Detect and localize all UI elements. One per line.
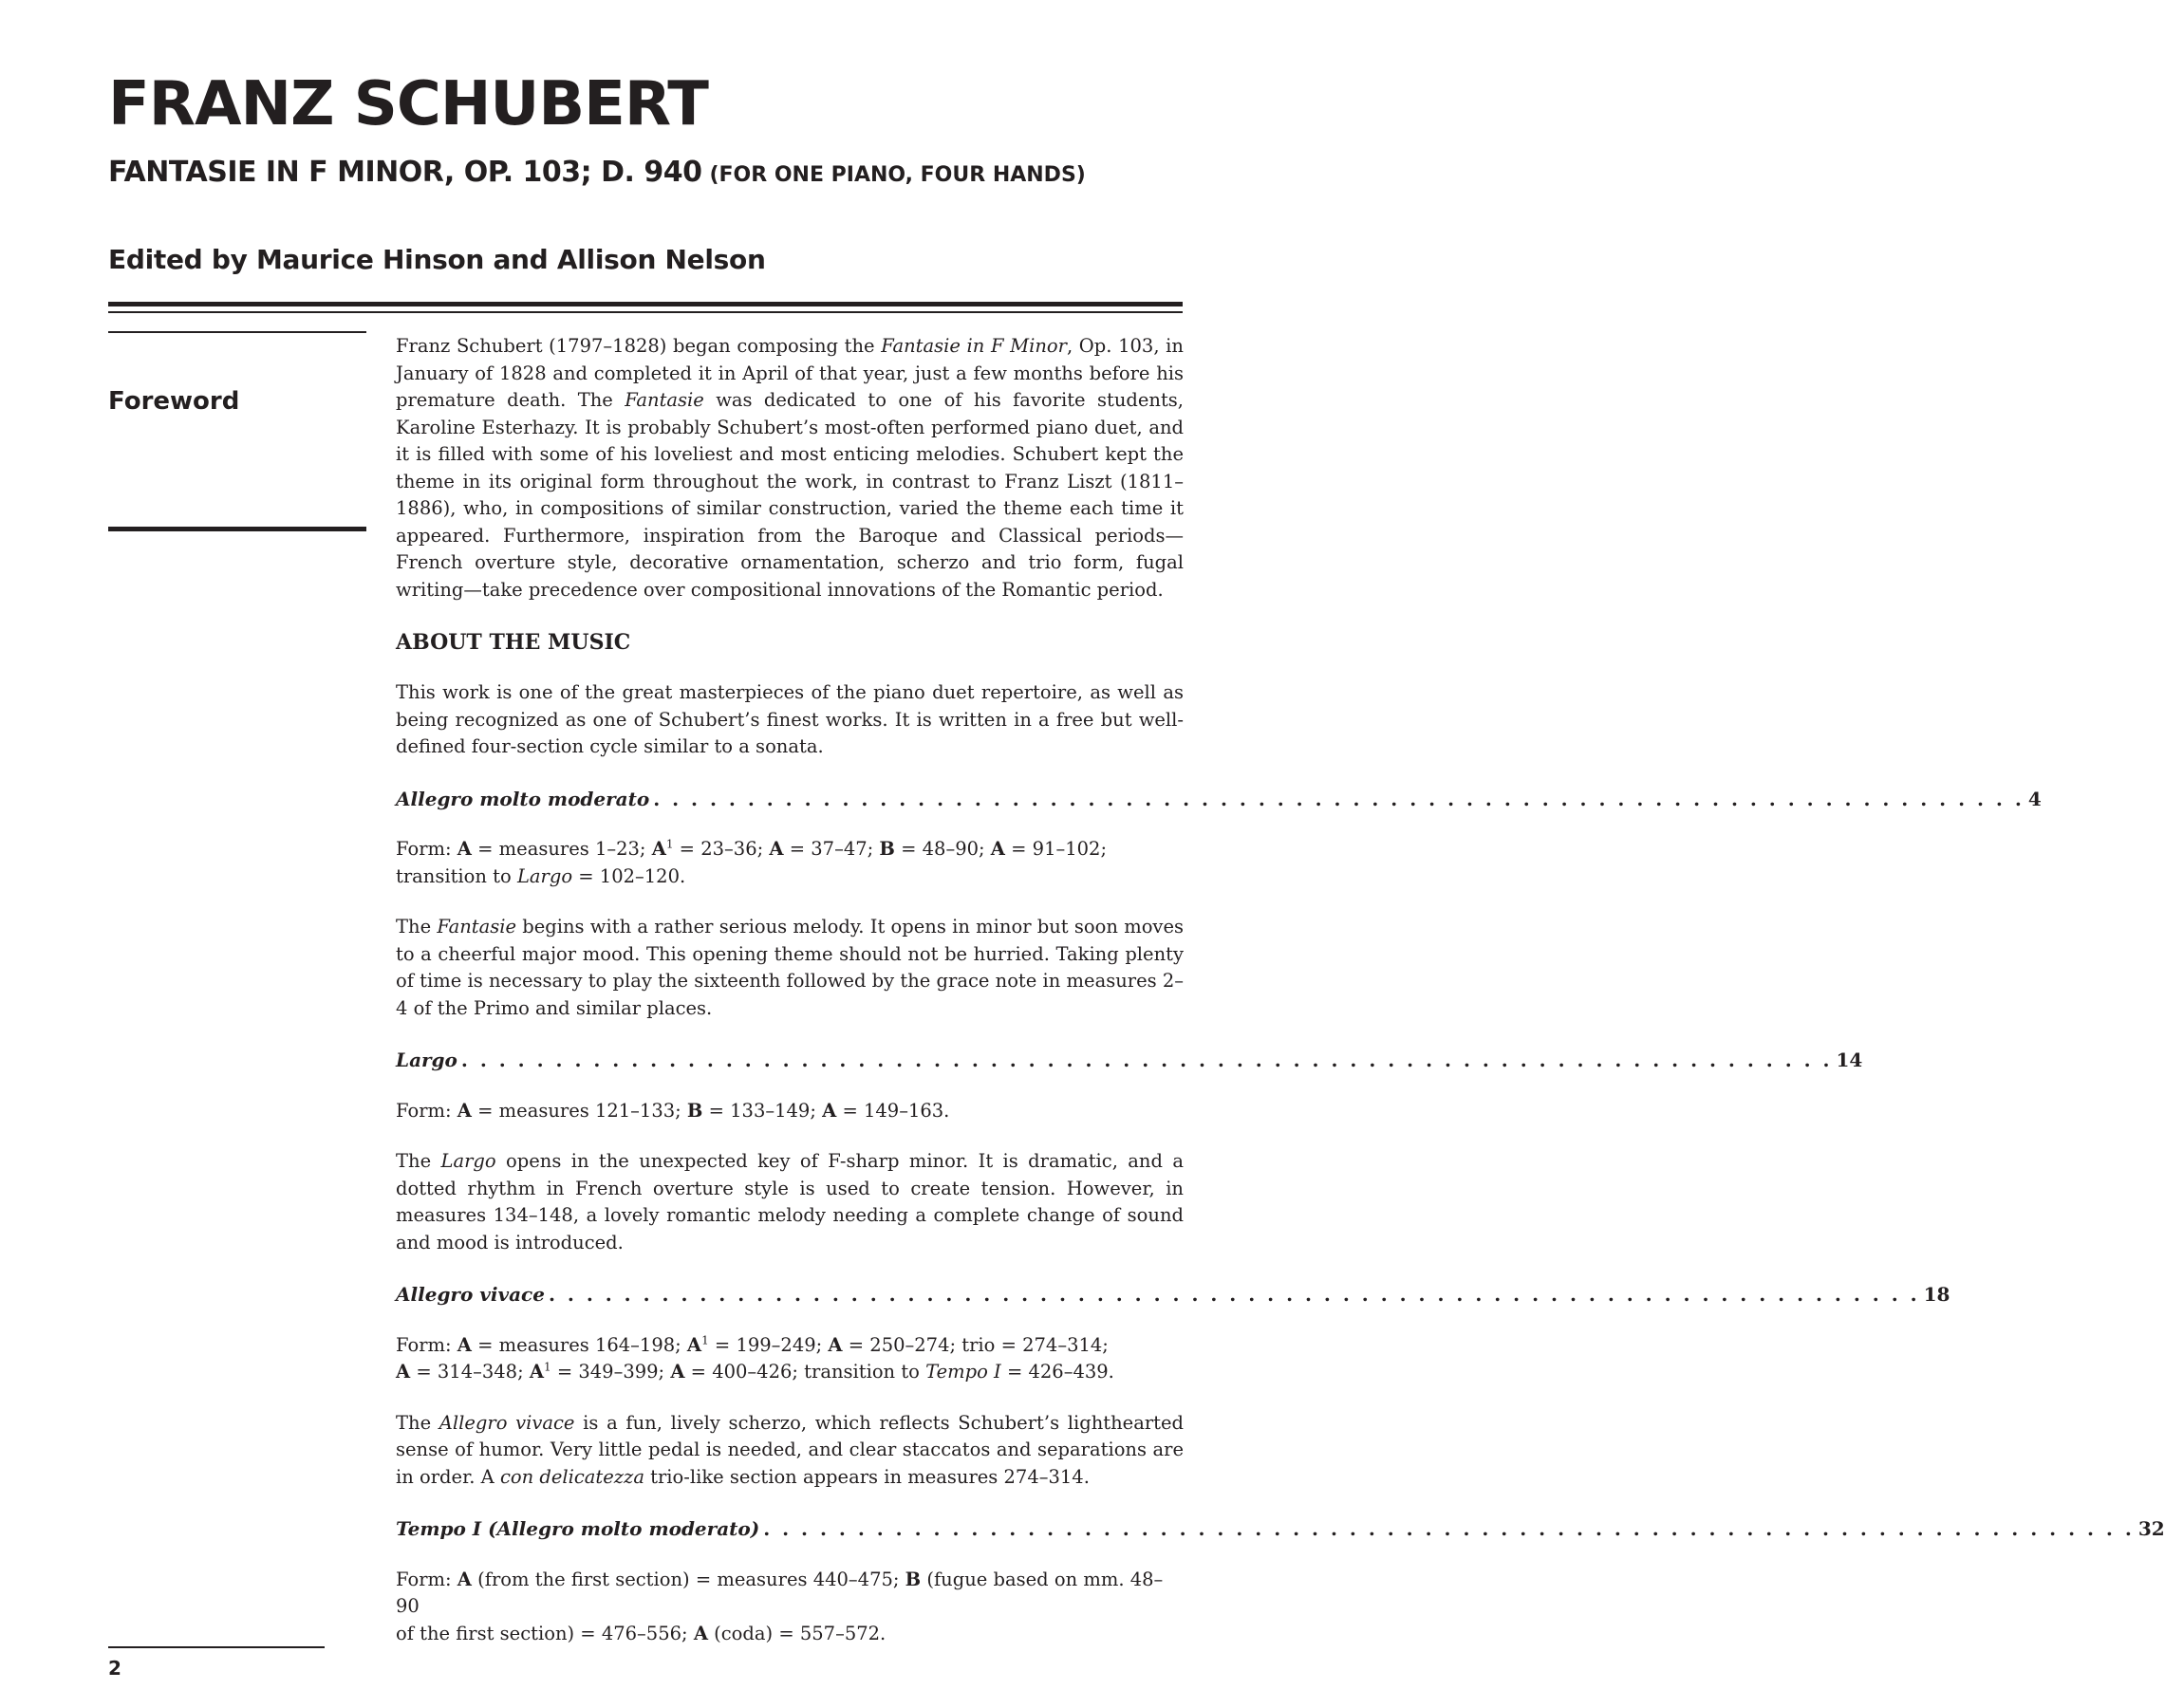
section-title: Largo [396, 1049, 457, 1071]
footer-rule [108, 1646, 325, 1648]
section-page: 32 [2137, 1517, 2165, 1540]
intro-text-1: Franz Schubert (1797–1828) began composing the [396, 335, 882, 357]
composer-name: FRANZ SCHUBERT [108, 69, 708, 139]
section-description: The Allegro vivace is a fun, lively scherzo, which reflects Schubert’s lighthearted sense of humor. Very little pedal is needed, and clear staccatos and separations are in order. A con delicatezza trio-like section appears in measures 274–314. [396, 1411, 1185, 1488]
section-entry-tempo-i [396, 1515, 2165, 1543]
header-rule-thick [108, 302, 1183, 306]
intro-italic-2: Fantasie [625, 389, 704, 411]
section-title: Tempo I (Allegro molto moderato) [396, 1517, 760, 1540]
section-form: Form: A = measures 1–23; $A^1 = 23-36$; A = 37–47; B = 48–90; A = 91–102; transition to Largo = 102–120. [396, 837, 1108, 887]
section-form: Form: A (from the first section) = measures 440–475; B (fugue based on mm. 48–90 of the first section) = 476–556; A (coda) = 557–572. [396, 1568, 1164, 1644]
foreword-label: Foreword [108, 387, 240, 416]
section-description: The Largo opens in the unexpected key of F-sharp minor. It is dramatic, and a dotted rhythm in French overture style is used to create tension. However, in measures 134–148, a lovely romantic melody needing a complete change of sound and mood is introduced. [396, 1150, 1184, 1253]
section-entry-largo [396, 1047, 1863, 1074]
intro-text-3: was dedicated to one of his favorite students, Karoline Esterhazy. It is probably Schubert’s most-often performed piano duet, and it is filled with some of his loveliest and most enticing melodies. Schubert kept the theme in its original form throughout the work, in contrast to Franz Liszt (1811–1886), who, in compositions of similar construction, varied the theme each time it appeared. Furthermore, inspiration from the Baroque and Classical periods—French overture style, decorative ornamentation, scherzo and trio form, fugal writing—take precedence over compositional innovations of the Romantic period. [396, 389, 1184, 601]
sidebar-rule-top [108, 331, 366, 333]
section-form: Form: A = measures 164–198; $A^1 = 199-249$; A = 250–274; trio = 274–314; A = 314–348; $A^1 = 349-399$; A = 400–426; transition to Tempo I = 426–439. [396, 1333, 1114, 1383]
intro-italic-1: Fantasie in F Minor [881, 335, 1067, 357]
work-title-main: FANTASIE IN F MINOR, OP. 103; D. 940 [108, 156, 702, 189]
section-form: Form: A = measures 121–133; B = 133–149; A = 149–163. [396, 1099, 950, 1122]
section-title: Allegro vivace [396, 1283, 545, 1306]
intro-text-2: , Op. 103, in January of 1828 and completed it in April of that year, just a few months before his premature death. The [396, 335, 1184, 411]
section-page: 4 [2027, 787, 2042, 810]
editors-line: Edited by Maurice Hinson and Allison Nelson [108, 244, 766, 275]
section-page: 14 [1836, 1049, 1863, 1071]
work-title [108, 158, 1086, 187]
dot-leader: . . . . . . . . . . . . . . . . . . . . . . . . . . . . . . . . . . . . . . . . . . . . . . . . . . . . . . . . . . . . . . . . . . . . . . . . . [548, 1283, 1920, 1306]
about-heading: ABOUT THE MUSIC [396, 630, 631, 655]
section-page: 18 [1923, 1283, 1950, 1306]
foreword-content [396, 333, 2165, 1647]
work-title-subtitle: (FOR ONE PIANO, FOUR HANDS) [709, 163, 1086, 187]
page-number: 2 [108, 1657, 121, 1680]
section-entry-allegro-vivace [396, 1281, 1950, 1309]
sidebar-rule-bottom [108, 527, 366, 531]
intro-paragraph [396, 333, 1184, 603]
dot-leader: . . . . . . . . . . . . . . . . . . . . . . . . . . . . . . . . . . . . . . . . . . . . . . . . . . . . . . . . . . . . . . . . . . . . . . . . . [653, 787, 2025, 810]
header-rule-thin [108, 311, 1183, 313]
about-paragraph: This work is one of the great masterpieces of the piano duet repertoire, as well as being recognized as one of Schubert’s finest works. It is written in a free but well-defined four-section cycle similar to a sonata. [396, 681, 1184, 757]
section-description: The Fantasie begins with a rather serious melody. It opens in minor but soon moves to a cheerful major mood. This opening theme should not be hurried. Taking plenty of time is necessary to play the sixteenth followed by the grace note in measures 2–4 of the Primo and similar places. [396, 916, 1184, 1019]
dot-leader: . . . . . . . . . . . . . . . . . . . . . . . . . . . . . . . . . . . . . . . . . . . . . . . . . . . . . . . . . . . . . . . . . . . . . . . . . [763, 1517, 2135, 1540]
dot-leader: . . . . . . . . . . . . . . . . . . . . . . . . . . . . . . . . . . . . . . . . . . . . . . . . . . . . . . . . . . . . . . . . . . . . . . . . . [460, 1049, 1833, 1071]
section-title: Allegro molto moderato [396, 787, 650, 810]
section-entry-allegro-molto-moderato [396, 786, 2042, 813]
